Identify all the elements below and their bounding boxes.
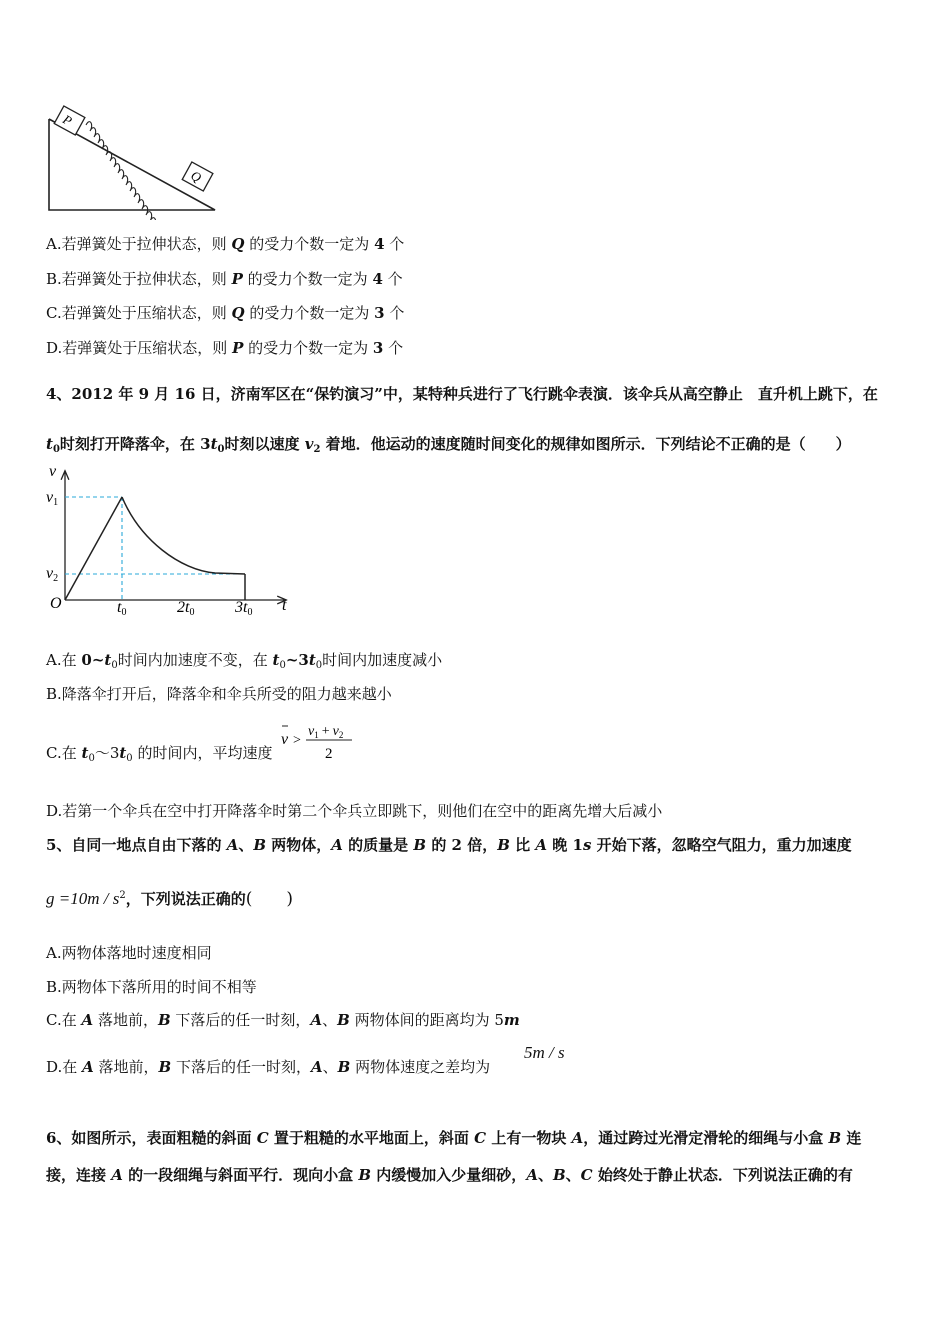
t0-tick-label: t0 xyxy=(117,599,127,618)
velocity-curve-rise xyxy=(65,497,122,600)
svg-text:Q: Q xyxy=(188,167,204,186)
q5-option-a: A.两物体落地时速度相同 xyxy=(46,944,212,962)
origin-label: O xyxy=(50,595,62,612)
spring-coil xyxy=(86,122,156,220)
q3-option-a: A.若弹簧处于拉伸状态，则 Q 的受力个数一定为 4 个 xyxy=(46,235,405,253)
block-q xyxy=(182,162,213,191)
q5-option-d-value: 5m / s xyxy=(524,1043,565,1062)
v2-label: v2 xyxy=(46,565,59,584)
q4-stem-line1: 4、2012 年 9 月 16 日，济南军区在“保钓演习”中，某特种兵进行了飞行跳伞表演．该伞兵从高空静止 直升机上跳下，在 xyxy=(46,385,878,403)
x-axis-label: t xyxy=(282,597,287,614)
q4-option-b: B.降落伞打开后，降落伞和伞兵所受的阻力越来越小 xyxy=(46,685,392,703)
q5-option-c: C.在 A 落地前，B 下落后的任一时刻，A、B 两物体间的距离均为 5m xyxy=(46,1011,520,1029)
q5-stem-line1: 5、自同一地点自由下落的 A、B 两物体，A 的质量是 B 的 2 倍，B 比 A 晚 1s 开始下落，忽略空气阻力，重力加速度 xyxy=(46,836,852,854)
block-p xyxy=(54,106,85,135)
q4-stem-line2: $t_0$时刻打开降落伞，在 $3t_0$时刻以速度 $v_2$ 着地．他运动的速度随时间变化的规律如图所示．下列结论不正确的是（ ） xyxy=(46,435,851,455)
incline-spring-figure xyxy=(40,95,230,220)
q4-option-a: A.在 $0\sim t_0$时间内加速度不变，在 $t_0\sim 3t_0$时间内加速度减小 xyxy=(46,651,443,671)
svg-text:v1+v2: $v_1 + v_2$ xyxy=(308,724,344,740)
average-velocity-formula xyxy=(278,718,358,766)
q6-stem-line2: 接，连接 A 的一段细绳与斜面平行．现向小盒 B 内缓慢加入少量细砂，A、B、C 始终处于静止状态．下列说法正确的有 xyxy=(46,1166,853,1184)
3t0-tick-label: 3t0 xyxy=(235,599,253,618)
svg-text:v: v xyxy=(281,731,289,748)
svg-text:P: P xyxy=(60,111,75,129)
q5-option-d: D.在 A 落地前，B 下落后的任一时刻，A、B 两物体速度之差均为 xyxy=(46,1058,491,1076)
y-axis-label: v xyxy=(49,463,57,480)
q4-option-c: C.在 $t_0\sim 3t_0$ 的时间内，平均速度 xyxy=(46,744,273,764)
velocity-curve-decay xyxy=(122,497,245,574)
q3-option-b: B.若弹簧处于拉伸状态，则 P 的受力个数一定为 4 个 xyxy=(46,270,403,288)
q4-option-d: D.若第一个伞兵在空中打开降落伞时第二个伞兵立即跳下，则他们在空中的距离先增大后减小 xyxy=(46,802,663,820)
q3-option-d: D.若弹簧处于压缩状态，则 P 的受力个数一定为 3 个 xyxy=(46,339,404,357)
q3-option-c: C.若弹簧处于压缩状态，则 Q 的受力个数一定为 3 个 xyxy=(46,304,405,322)
2t0-tick-label: 2t0 xyxy=(177,599,195,618)
svg-text:>: > xyxy=(293,733,301,748)
q6-stem-line1: 6、如图所示，表面粗糙的斜面 C 置于粗糙的水平地面上，斜面 C 上有一物块 A，通过跨过光滑定滑轮的细绳与小盒 B 连 xyxy=(46,1129,862,1147)
q5-option-b: B.两物体下落所用的时间不相等 xyxy=(46,978,257,996)
svg-text:2: 2 xyxy=(325,746,333,762)
q5-stem-line2: $g =10m / s^2$，下列说法正确的( ) xyxy=(46,889,293,909)
velocity-time-graph xyxy=(40,460,300,620)
v1-label: v1 xyxy=(46,489,59,508)
